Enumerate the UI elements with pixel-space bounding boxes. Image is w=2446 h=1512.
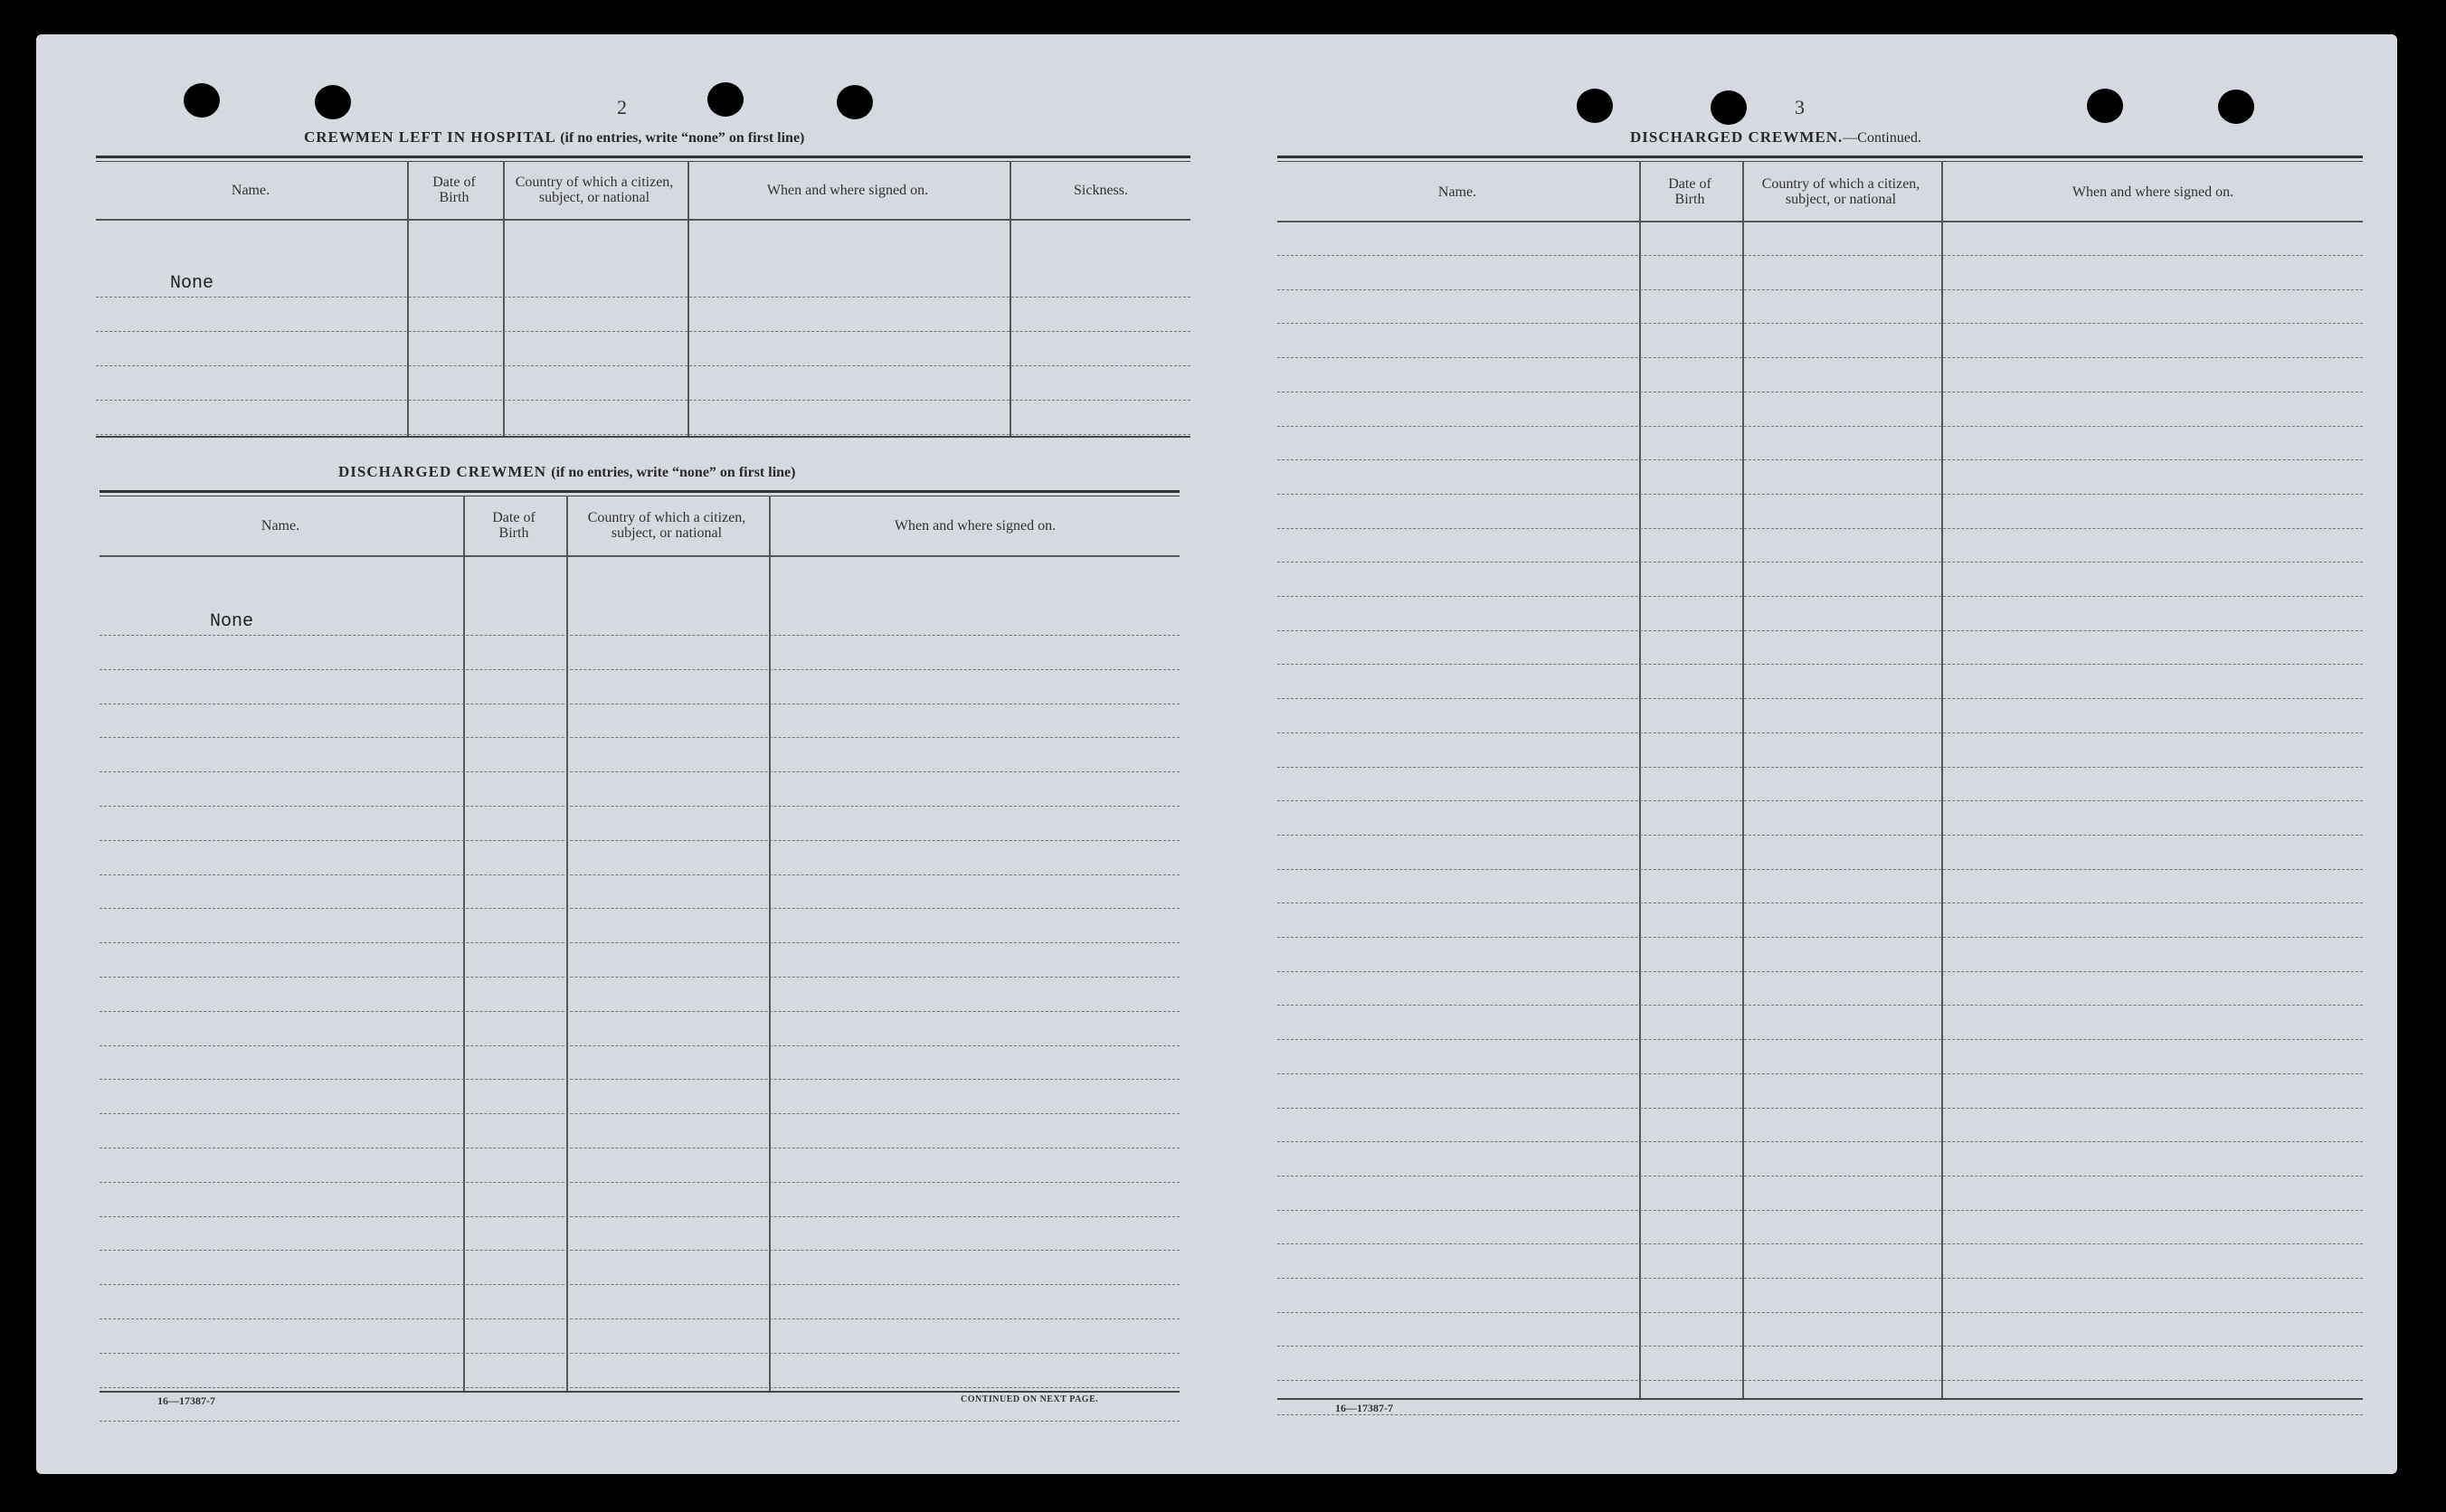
ruled-line bbox=[1277, 1005, 2363, 1006]
ruled-line bbox=[1277, 835, 2363, 836]
ruled-line bbox=[100, 840, 1180, 841]
ruled-line bbox=[100, 1182, 1180, 1183]
discharged-col-signed-on: When and where signed on. bbox=[894, 517, 1057, 534]
discharged-continued-label: —Continued. bbox=[1843, 130, 1921, 146]
ruled-line bbox=[1277, 698, 2363, 699]
punch-hole bbox=[2087, 89, 2123, 123]
discharged-table bbox=[100, 490, 1180, 1394]
ruled-line bbox=[1277, 1108, 2363, 1109]
ruled-line bbox=[100, 908, 1180, 909]
discharged-col-dob: Date of Birth bbox=[492, 510, 536, 541]
ruled-line bbox=[1277, 732, 2363, 733]
ruled-line bbox=[100, 669, 1180, 670]
ruled-line bbox=[100, 874, 1180, 875]
hospital-col-country: Country of which a citizen, subject, or national bbox=[515, 175, 674, 205]
ruled-line bbox=[100, 1011, 1180, 1012]
ruled-line bbox=[1277, 902, 2363, 903]
punch-hole bbox=[315, 85, 351, 119]
ruled-line bbox=[100, 1250, 1180, 1251]
ruled-line bbox=[1277, 1278, 2363, 1279]
hospital-first-entry: None bbox=[170, 273, 214, 294]
punch-hole bbox=[2218, 90, 2254, 124]
page-number-left: 2 bbox=[617, 96, 627, 118]
discharged-continued-table bbox=[1277, 156, 2363, 1400]
ruled-line bbox=[100, 1079, 1180, 1080]
ruled-line bbox=[100, 1045, 1180, 1046]
ruled-line bbox=[1277, 289, 2363, 290]
ruled-line bbox=[100, 635, 1180, 636]
discharged-continued-title bbox=[1630, 128, 1921, 146]
ruled-line bbox=[100, 806, 1180, 807]
ruled-line bbox=[100, 771, 1180, 772]
punch-hole bbox=[837, 85, 873, 119]
ruled-line bbox=[1277, 323, 2363, 324]
hospital-col-name: Name. bbox=[231, 182, 270, 198]
ruled-line bbox=[1277, 255, 2363, 256]
discharged-first-entry: None bbox=[210, 611, 254, 632]
ruled-line bbox=[1277, 800, 2363, 801]
form-number-left: 16—17387-7 bbox=[157, 1394, 215, 1407]
punch-hole bbox=[1711, 90, 1747, 125]
hospital-table bbox=[96, 156, 1190, 438]
hospital-col-sickness: Sickness. bbox=[1074, 182, 1128, 198]
continued-col-name: Name. bbox=[1437, 184, 1477, 200]
discharged-col-name: Name. bbox=[261, 517, 300, 534]
discharged-title-text: DISCHARGED CREWMEN bbox=[338, 463, 547, 480]
ruled-line bbox=[1277, 494, 2363, 495]
ruled-line bbox=[1277, 528, 2363, 529]
hospital-col-dob: Date of Birth bbox=[432, 175, 476, 205]
ruled-line bbox=[1277, 1039, 2363, 1040]
continued-on-next-page: CONTINUED ON NEXT PAGE. bbox=[961, 1394, 1099, 1404]
ruled-line bbox=[1277, 1414, 2363, 1415]
ruled-line bbox=[100, 737, 1180, 738]
ruled-line bbox=[1277, 971, 2363, 972]
ruled-line bbox=[100, 1353, 1180, 1354]
ruled-line bbox=[100, 977, 1180, 978]
hospital-title bbox=[304, 128, 804, 146]
ruled-line bbox=[1277, 1176, 2363, 1177]
ruled-line bbox=[1277, 1380, 2363, 1381]
continued-col-signed-on: When and where signed on. bbox=[2072, 184, 2234, 200]
ruled-line bbox=[1277, 1210, 2363, 1211]
ruled-line bbox=[100, 1113, 1180, 1114]
ruled-line bbox=[1277, 596, 2363, 597]
hospital-col-signed-on: When and where signed on. bbox=[766, 182, 929, 198]
ruled-line bbox=[100, 942, 1180, 943]
ruled-line bbox=[1277, 630, 2363, 631]
discharged-instruction: (if no entries, write “none” on first line) bbox=[551, 465, 796, 480]
discharged-continued-title-text: DISCHARGED CREWMEN. bbox=[1630, 128, 1844, 146]
hospital-title-text: CREWMEN LEFT IN HOSPITAL bbox=[304, 128, 555, 146]
ruled-line bbox=[1277, 459, 2363, 460]
continued-col-country: Country of which a citizen, subject, or national bbox=[1761, 176, 1920, 207]
ruled-line bbox=[100, 1387, 1180, 1388]
ruled-line bbox=[1277, 1312, 2363, 1313]
hospital-instruction: (if no entries, write “none” on first line) bbox=[560, 130, 805, 146]
ruled-line bbox=[1277, 937, 2363, 938]
ledger-sheet bbox=[36, 34, 2397, 1474]
ruled-line bbox=[1277, 1073, 2363, 1074]
ruled-line bbox=[100, 1421, 1180, 1422]
ruled-line bbox=[1277, 357, 2363, 358]
punch-hole bbox=[184, 83, 220, 118]
ruled-line bbox=[1277, 767, 2363, 768]
continued-col-dob: Date of Birth bbox=[1668, 176, 1711, 207]
discharged-title bbox=[338, 463, 795, 481]
ruled-line bbox=[1277, 869, 2363, 870]
discharged-col-country: Country of which a citizen, subject, or national bbox=[587, 510, 746, 541]
ruled-line bbox=[1277, 426, 2363, 427]
punch-hole bbox=[1577, 89, 1613, 123]
ruled-line bbox=[1277, 1243, 2363, 1244]
ruled-line bbox=[100, 1284, 1180, 1285]
form-number-right: 16—17387-7 bbox=[1335, 1402, 1393, 1414]
ruled-line bbox=[1277, 1141, 2363, 1142]
ruled-line bbox=[100, 1318, 1180, 1319]
ruled-line bbox=[1277, 664, 2363, 665]
page-number-right: 3 bbox=[1795, 96, 1805, 118]
ruled-line bbox=[1277, 1346, 2363, 1347]
ruled-line bbox=[100, 1216, 1180, 1217]
punch-hole bbox=[707, 82, 744, 117]
